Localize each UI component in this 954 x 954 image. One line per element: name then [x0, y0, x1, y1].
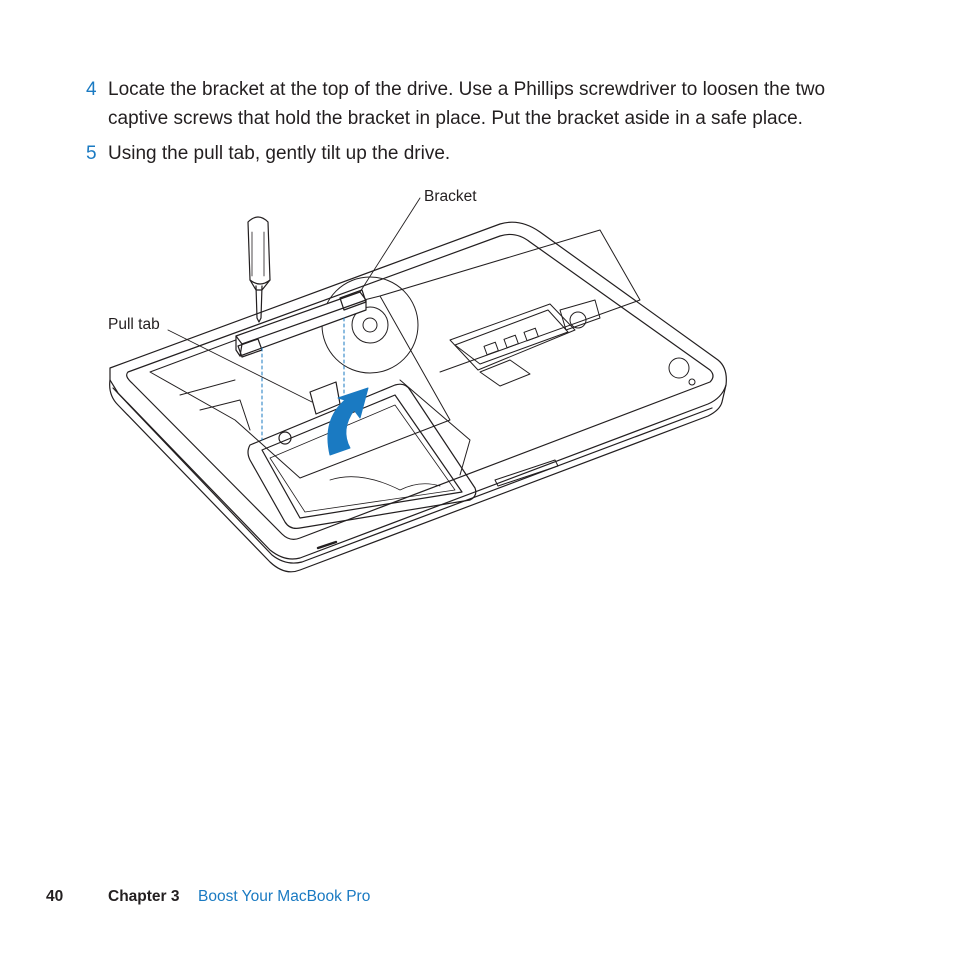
step-4-number: 4	[86, 79, 97, 100]
interior-components	[150, 230, 695, 486]
screwdriver-icon	[248, 217, 270, 322]
chapter-label: Chapter 3	[108, 888, 180, 905]
step-5-number: 5	[86, 143, 97, 164]
laptop-case	[110, 222, 727, 572]
chapter-title-link[interactable]: Boost Your MacBook Pro	[198, 888, 371, 905]
callout-pull-tab: Pull tab	[108, 316, 160, 333]
page-number: 40	[46, 888, 64, 905]
step-4-text: Locate the bracket at the top of the drive. Use a Phillips screwdriver to loosen the two captive screws that hold the bracket in place. Put the bracket aside in a safe place.	[108, 79, 826, 129]
step-5-text: Using the pull tab, gently tilt up the drive.	[108, 143, 451, 164]
bracket	[236, 290, 366, 357]
tilt-arrow-icon	[328, 388, 368, 455]
callout-bracket: Bracket	[424, 188, 477, 205]
